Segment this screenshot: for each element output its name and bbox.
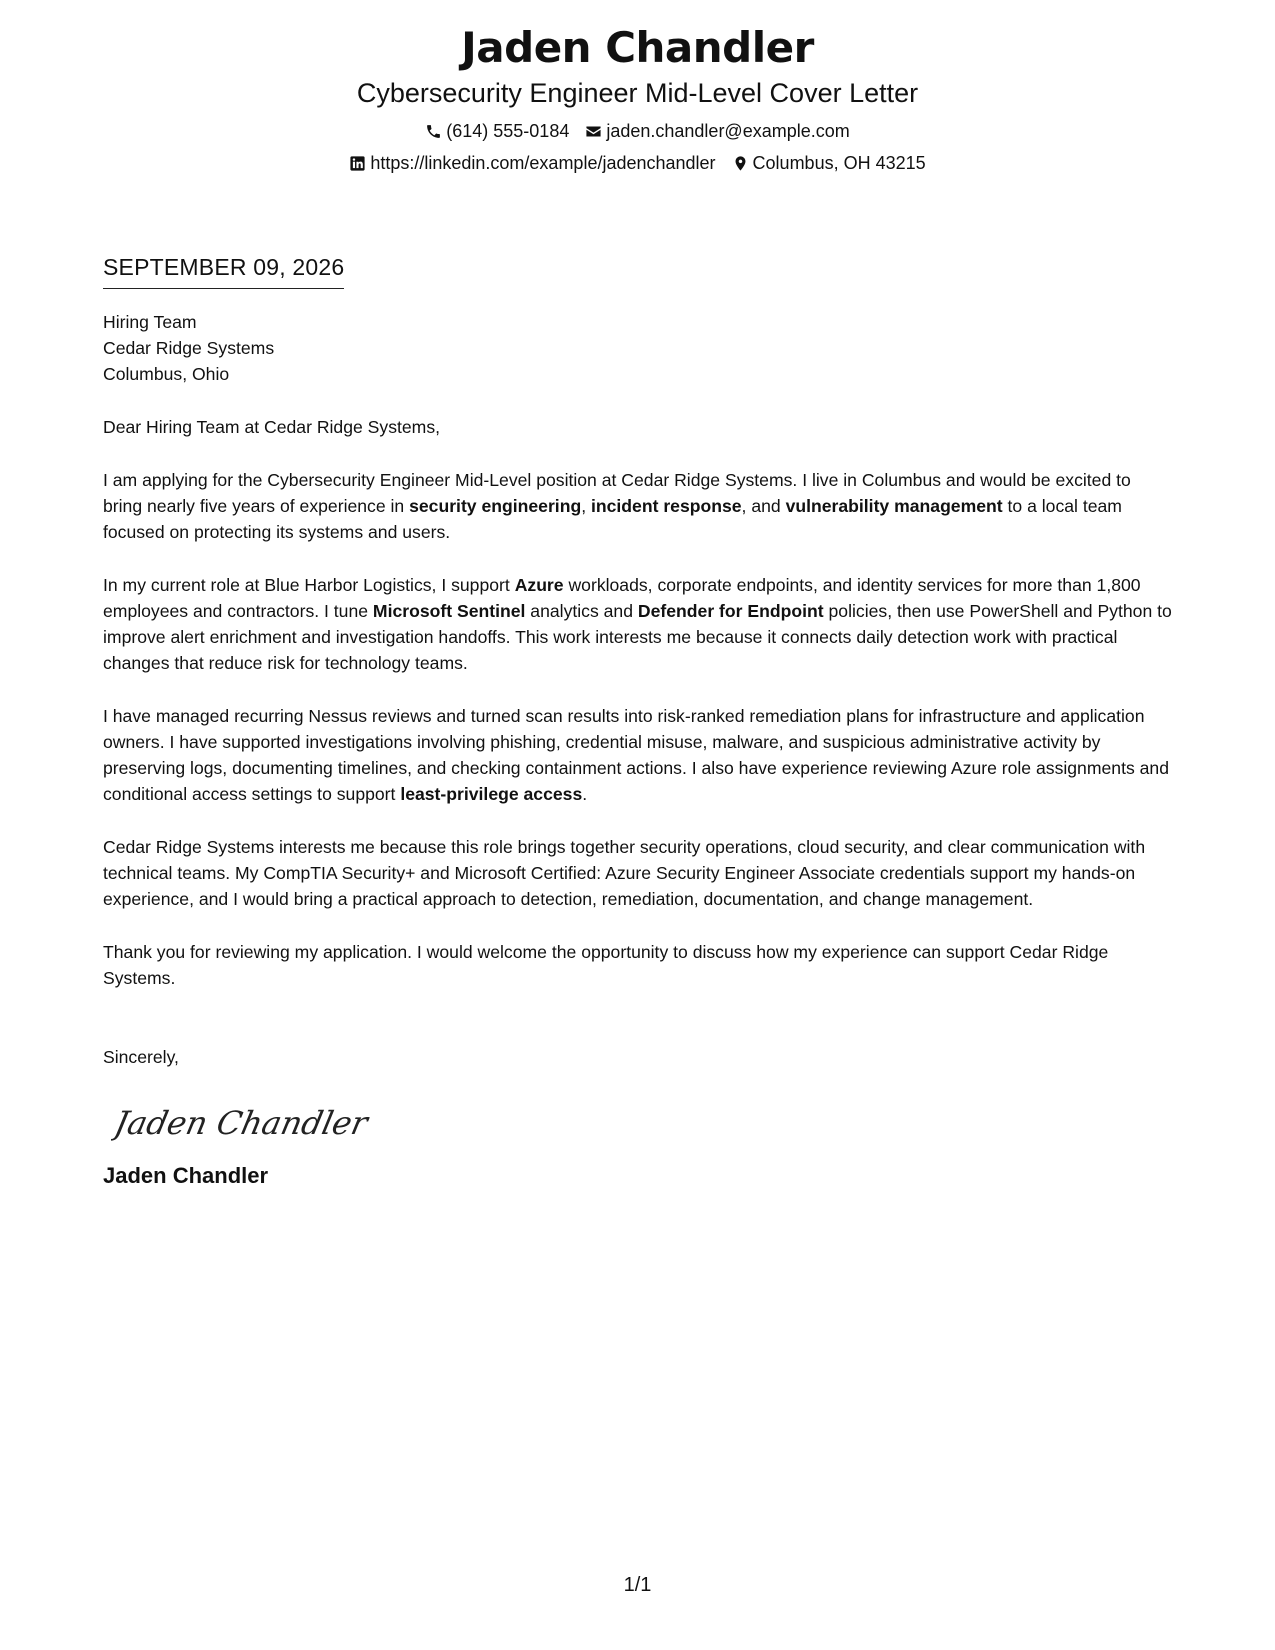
letter-date: SEPTEMBER 09, 2026 [103, 252, 344, 289]
phone-icon [425, 123, 442, 140]
contact-linkedin[interactable] [349, 152, 715, 174]
recipient-line: Hiring Team [103, 312, 197, 332]
signature-image [111, 1096, 1173, 1146]
document-subtitle: Cybersecurity Engineer Mid-Level Cover Letter [356, 78, 919, 108]
letter-body [103, 252, 1173, 1190]
envelope-icon [585, 123, 602, 140]
contact-row-primary [0, 120, 1275, 142]
recipient-line: Cedar Ridge Systems [103, 338, 275, 358]
paragraph-intro: I am applying for the Cybersecurity Engineer Mid-Level position at Cedar Ridge Systems. I live in Columbus and would be excited to bring nearly five years of experience in security engineering, incident response, and vulnerability management to a local team focused on protecting its systems and users. [103, 470, 1131, 542]
signer-name: Jaden Chandler [103, 1163, 269, 1188]
contact-phone[interactable] [425, 120, 569, 142]
recipient-line: Columbus, Ohio [103, 364, 230, 384]
map-pin-icon [732, 155, 749, 172]
salutation: Dear Hiring Team at Cedar Ridge Systems, [103, 417, 441, 437]
linkedin-icon [349, 155, 366, 172]
recipient-block [103, 309, 1173, 387]
linkedin-text: https://linkedin.com/example/jadenchandler [370, 153, 716, 173]
contact-location [732, 152, 926, 174]
signature-text: Jaden Chandler [111, 1104, 371, 1142]
paragraph-current-role: In my current role at Blue Harbor Logistics, I support Azure workloads, corporate endpoints, and identity services for more than 1,800 employees and contractors. I tune Microsoft Sentinel analytics and Defender for Endpoint policies, then use PowerShell and Python to improve alert enrichment and investigation handoffs. This work interests me because it connects daily detection work with practical changes that reduce risk for technology teams. [103, 575, 1172, 673]
contact-row-secondary [0, 152, 1275, 174]
closing: Sincerely, [103, 1047, 179, 1067]
email-text: jaden.chandler@example.com [606, 121, 850, 141]
letter-header [0, 22, 1275, 174]
phone-text: (614) 555-0184 [446, 121, 570, 141]
location-text: Columbus, OH 43215 [752, 153, 926, 173]
paragraph-thanks: Thank you for reviewing my application. I would welcome the opportunity to discuss how my experience can support Cedar Ridge Systems. [103, 942, 1109, 988]
paragraph-experience: I have managed recurring Nessus reviews and turned scan results into risk-ranked remediation plans for infrastructure and application owners. I have supported investigations involving phishing, credential misuse, malware, and suspicious administrative activity by preserving logs, documenting timelines, and checking containment actions. I also have experience reviewing Azure role assignments and conditional access settings to support least-privilege access. [103, 706, 1169, 804]
contact-email[interactable] [585, 120, 849, 142]
paragraph-motivation: Cedar Ridge Systems interests me because this role brings together security operations, cloud security, and clear communication with technical teams. My CompTIA Security+ and Microsoft Certified: Azure Security Engineer Associate credentials support my hands-on experience, and I would bring a practical approach to detection, remediation, documentation, and change management. [103, 837, 1146, 909]
applicant-name: Jaden Chandler [461, 23, 814, 72]
page-number: 1/1 [623, 1574, 652, 1596]
